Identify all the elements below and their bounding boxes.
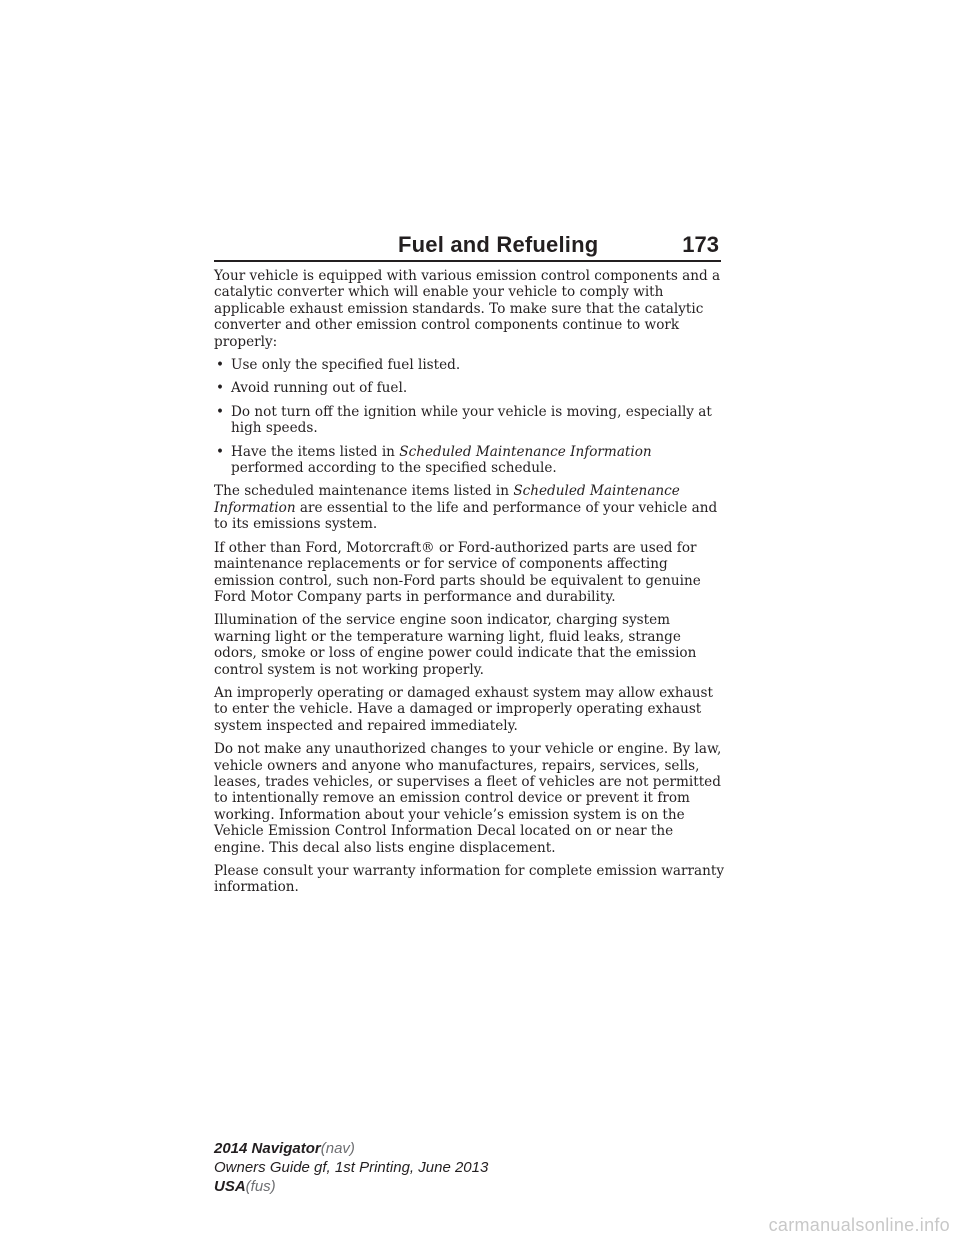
maintenance-paragraph bbox=[214, 483, 724, 532]
print-footer bbox=[214, 1139, 634, 1196]
list-item bbox=[214, 357, 724, 373]
maintenance-reference: Scheduled Maintenance Information bbox=[399, 443, 652, 460]
list-item-text: Use only the specified fuel listed. bbox=[231, 357, 461, 374]
list-item-text: performed according to the specified schedule. bbox=[231, 460, 557, 477]
list-item bbox=[214, 404, 724, 437]
warranty-paragraph: Please consult your warranty information for complete emission warranty information. bbox=[214, 863, 725, 896]
bullet-icon: • bbox=[216, 443, 225, 460]
footer-line-market bbox=[214, 1177, 634, 1196]
bullet-icon: • bbox=[216, 403, 225, 420]
footer-line-edition: Owners Guide gf, 1st Printing, June 2013 bbox=[214, 1159, 489, 1176]
body-text bbox=[214, 268, 724, 903]
page-number: 173 bbox=[682, 232, 719, 257]
illumination-paragraph: Illumination of the service engine soon indicator, charging system warning light or the temperature warning light, fluid leaks, strange odors, smoke or loss of engine power could indicate that the emission control system is not working properly. bbox=[214, 612, 697, 678]
market-name: USA bbox=[214, 1178, 246, 1195]
list-item-text: Avoid running out of fuel. bbox=[231, 380, 408, 397]
bullet-icon: • bbox=[216, 380, 225, 397]
site-watermark: carmanualsonline.info bbox=[768, 1215, 950, 1235]
parts-paragraph: If other than Ford, Motorcraft® or Ford-authorized parts are used for maintenance replacements or for service of components affecting emission control, such non-Ford parts should be equivalent to genuine Ford Motor Company parts in performance and durability. bbox=[214, 539, 701, 605]
model-code: (nav) bbox=[320, 1140, 355, 1157]
maintenance-reference: Scheduled Maintenance Information bbox=[214, 483, 680, 516]
list-item bbox=[214, 444, 724, 477]
intro-paragraph: Your vehicle is equipped with various emission control components and a catalytic converter which will enable your vehicle to comply with applicable exhaust emission standards. To make sure that the catalytic converter and other emission control components continue to work properly: bbox=[214, 268, 721, 350]
maintenance-bullet-list bbox=[214, 357, 724, 476]
section-title: Fuel and Refueling bbox=[398, 232, 599, 257]
footer-line-model bbox=[214, 1139, 634, 1158]
list-item bbox=[214, 380, 724, 396]
paragraph-text: The scheduled maintenance items listed in bbox=[214, 483, 514, 500]
model-name: 2014 Navigator bbox=[214, 1140, 321, 1157]
paragraph-text: are essential to the life and performance of your vehicle and to its emissions system. bbox=[214, 499, 718, 533]
page-header bbox=[214, 232, 721, 262]
exhaust-paragraph: An improperly operating or damaged exhaust system may allow exhaust to enter the vehicle. Have a damaged or improperly operating exhaust system inspected and repaired immediately. bbox=[214, 684, 713, 734]
bullet-icon: • bbox=[216, 357, 225, 374]
list-item-text: Have the items listed in bbox=[231, 443, 400, 460]
market-code: (fus) bbox=[245, 1178, 276, 1195]
list-item-text: Do not turn off the ignition while your vehicle is moving, especially at high speeds. bbox=[231, 403, 712, 437]
unauthorized-changes-paragraph: Do not make any unauthorized changes to your vehicle or engine. By law, vehicle owners and anyone who manufactures, repairs, services, sells, leases, trades vehicles, or supervises a fleet of vehicles are not permitted to intentionally remove an emission control device or prevent it from working. Information about your vehicle’s emission system is on the Vehicle Emission Control Information Decal located on or near the engine. This decal also lists engine displacement. bbox=[214, 741, 722, 856]
